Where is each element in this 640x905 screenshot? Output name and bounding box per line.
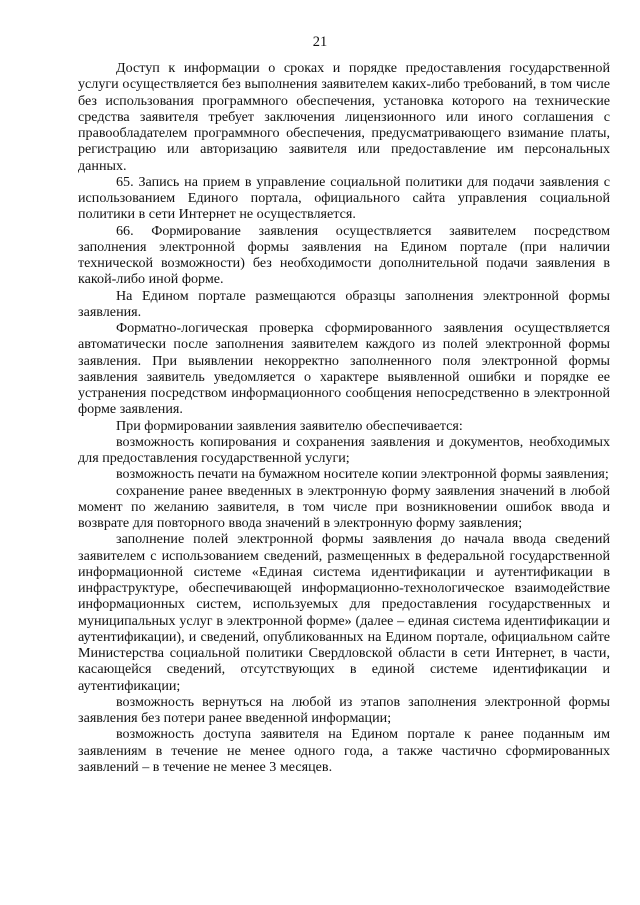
- list-item-autofill: заполнение полей электронной формы заявления до начала ввода сведений заявителем с использованием сведений, размещенных в федеральной государственной информационной системе «Единая система идентификации и аутентификации в инфраструктуре, обеспечивающей информационно-технологическое взаимодействие информационных систем, используемых для предоставления государственных и муниципальных услуг в электронной форме» (далее – единая система идентификации и аутентификации), и сведений, опубликованных на Едином портале, официальном сайте Министерства социальной политики Свердловской области в сети Интернет, в части, касающейся сведений, отсутствующих в единой системе идентификации и аутентификации;: [78, 531, 610, 694]
- list-item-copy-save: возможность копирования и сохранения заявления и документов, необходимых для предоставления государственной услуги;: [78, 433, 610, 466]
- paragraph-65-appointment: 65. Запись на прием в управление социальной политики для подачи заявления с использованием Единого портала, официального сайта управления социальной политики в сети Интернет не осуществляется.: [78, 173, 610, 223]
- list-item-access-history: возможность доступа заявителя на Едином портале к ранее поданным им заявлениям в течение не менее одного года, а также частично сформированных заявлений – в течение не менее 3 месяцев.: [78, 726, 610, 775]
- document-body: [78, 60, 610, 775]
- paragraph-provided-features-intro: При формировании заявления заявителю обеспечивается:: [116, 417, 463, 434]
- paragraph-form-samples: На Едином портале размещаются образцы заполнения электронной формы заявления.: [78, 287, 610, 320]
- paragraph-format-check: Форматно-логическая проверка сформированного заявления осуществляется автоматически после заполнения заявителем каждого из полей электронной формы заявления. При выявлении некорректно заполненного поля электронной формы заявления заявитель уведомляется о характере выявленной ошибки и порядке ее устранения посредством информационного сообщения непосредственно в электронной форме заявления.: [78, 320, 610, 418]
- page-number: 21: [312, 34, 328, 50]
- list-item-return-to-step: возможность вернуться на любой из этапов заполнения электронной формы заявления без потери ранее введенной информации;: [78, 693, 610, 726]
- paragraph-info-access: Доступ к информации о сроках и порядке предоставления государственной услуги осуществляется без выполнения заявителем каких-либо требований, в том числе без использования программного обеспечения, установка которого на технические средства заявителя требует заключения лицензионного или иного соглашения с правообладателем программного обеспечения, предусматривающего взимание платы, регистрацию или авторизацию заявителя или предоставление им персональных данных.: [78, 60, 610, 174]
- list-item-print: возможность печати на бумажном носителе копии электронной формы заявления;: [116, 466, 609, 483]
- list-item-save-values: сохранение ранее введенных в электронную форму заявления значений в любой момент по желанию заявителя, в том числе при возникновении ошибок ввода и возврате для повторного ввода значений в электронную форму заявления;: [78, 482, 610, 531]
- paragraph-66-application-forming: 66. Формирование заявления осуществляется заявителем посредством заполнения электронной формы заявления на Едином портале (при наличии технической возможности) без необходимости дополнительной подачи заявления в какой-либо иной форме.: [78, 222, 610, 288]
